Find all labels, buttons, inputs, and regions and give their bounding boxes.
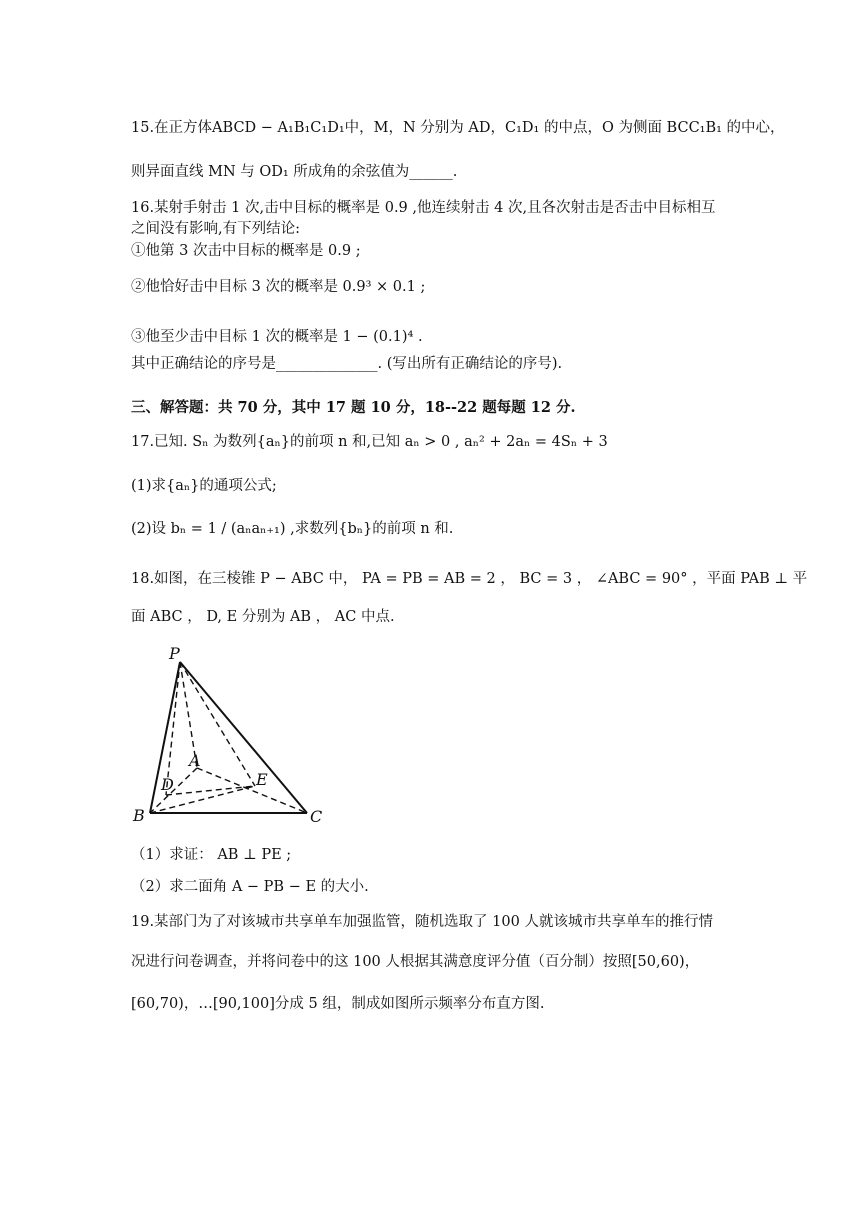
q17-part-2: (2)设 bₙ = 1 / (aₙaₙ₊₁) ,求数列{bₙ}的前项 n 和. xyxy=(131,521,454,537)
edge-de xyxy=(166,786,255,795)
q16-item-1: ①他第 3 次击中目标的概率是 0.9 ; xyxy=(131,243,361,259)
q19-line-3: [60,70)，…[90,100]分成 5 组，制成如图所示频率分布直方图. xyxy=(131,996,545,1012)
q18-part-2: （2）求二面角 A − PB − E 的大小. xyxy=(131,879,369,895)
q18-line-1: 18.如图，在三棱锥 P − ABC 中， PA = PB = AB = 2 ， BC = 3 ， ∠ABC = 90° ，平面 PAB ⊥ 平 xyxy=(131,571,808,587)
q19-line-1: 19.某部门为了对该城市共享单车加强监管，随机选取了 100 人就该城市共享单车的推行情 xyxy=(131,914,713,930)
label-e: E xyxy=(256,770,268,789)
q16-line-2: 之间没有影响,有下列结论: xyxy=(131,221,300,237)
q17-line-1: 17.已知. Sₙ 为数列{aₙ}的前项 n 和,已知 aₙ > 0 , aₙ² + 2aₙ = 4Sₙ + 3 xyxy=(131,434,608,450)
q17-part-1: (1)求{aₙ}的通项公式; xyxy=(131,478,277,494)
q16-conclusion: 其中正确结论的序号是______________. (写出所有正确结论的序号). xyxy=(131,356,563,372)
label-b: B xyxy=(133,806,145,825)
section-3-heading: 三、解答题：共 70 分，其中 17 题 10 分，18--22 题每题 12 分. xyxy=(131,399,576,416)
q16-item-3: ③他至少击中目标 1 次的概率是 1 − (0.1)⁴ . xyxy=(131,329,423,345)
edge-pc xyxy=(180,662,307,813)
q15-line-1: 15.在正方体ABCD − A₁B₁C₁D₁中，M，N 分别为 AD，C₁D₁ 的中点，O 为侧面 BCC₁B₁ 的中心， xyxy=(131,120,785,136)
q18-line-2: 面 ABC ， D, E 分别为 AB ， AC 中点. xyxy=(131,609,395,625)
label-p: P xyxy=(169,644,180,663)
q18-part-1: （1）求证： AB ⊥ PE ; xyxy=(131,847,292,863)
q19-line-2: 况进行问卷调查，并将问卷中的这 100 人根据其满意度评分值（百分制）按照[50,60)， xyxy=(131,954,700,970)
label-a: A xyxy=(189,751,201,770)
q15-line-2: 则异面直线 MN 与 OD₁ 所成角的余弦值为______. xyxy=(131,164,458,180)
label-c: C xyxy=(310,807,323,826)
q16-line-1: 16.某射手射击 1 次,击中目标的概率是 0.9 ,他连续射击 4 次,且各次射击是否击中目标相互 xyxy=(131,200,716,216)
q16-item-2: ②他恰好击中目标 3 次的概率是 0.9³ × 0.1 ; xyxy=(131,279,426,295)
label-d: D xyxy=(161,775,174,794)
pyramid-figure xyxy=(125,640,335,830)
edge-ac xyxy=(197,768,307,813)
